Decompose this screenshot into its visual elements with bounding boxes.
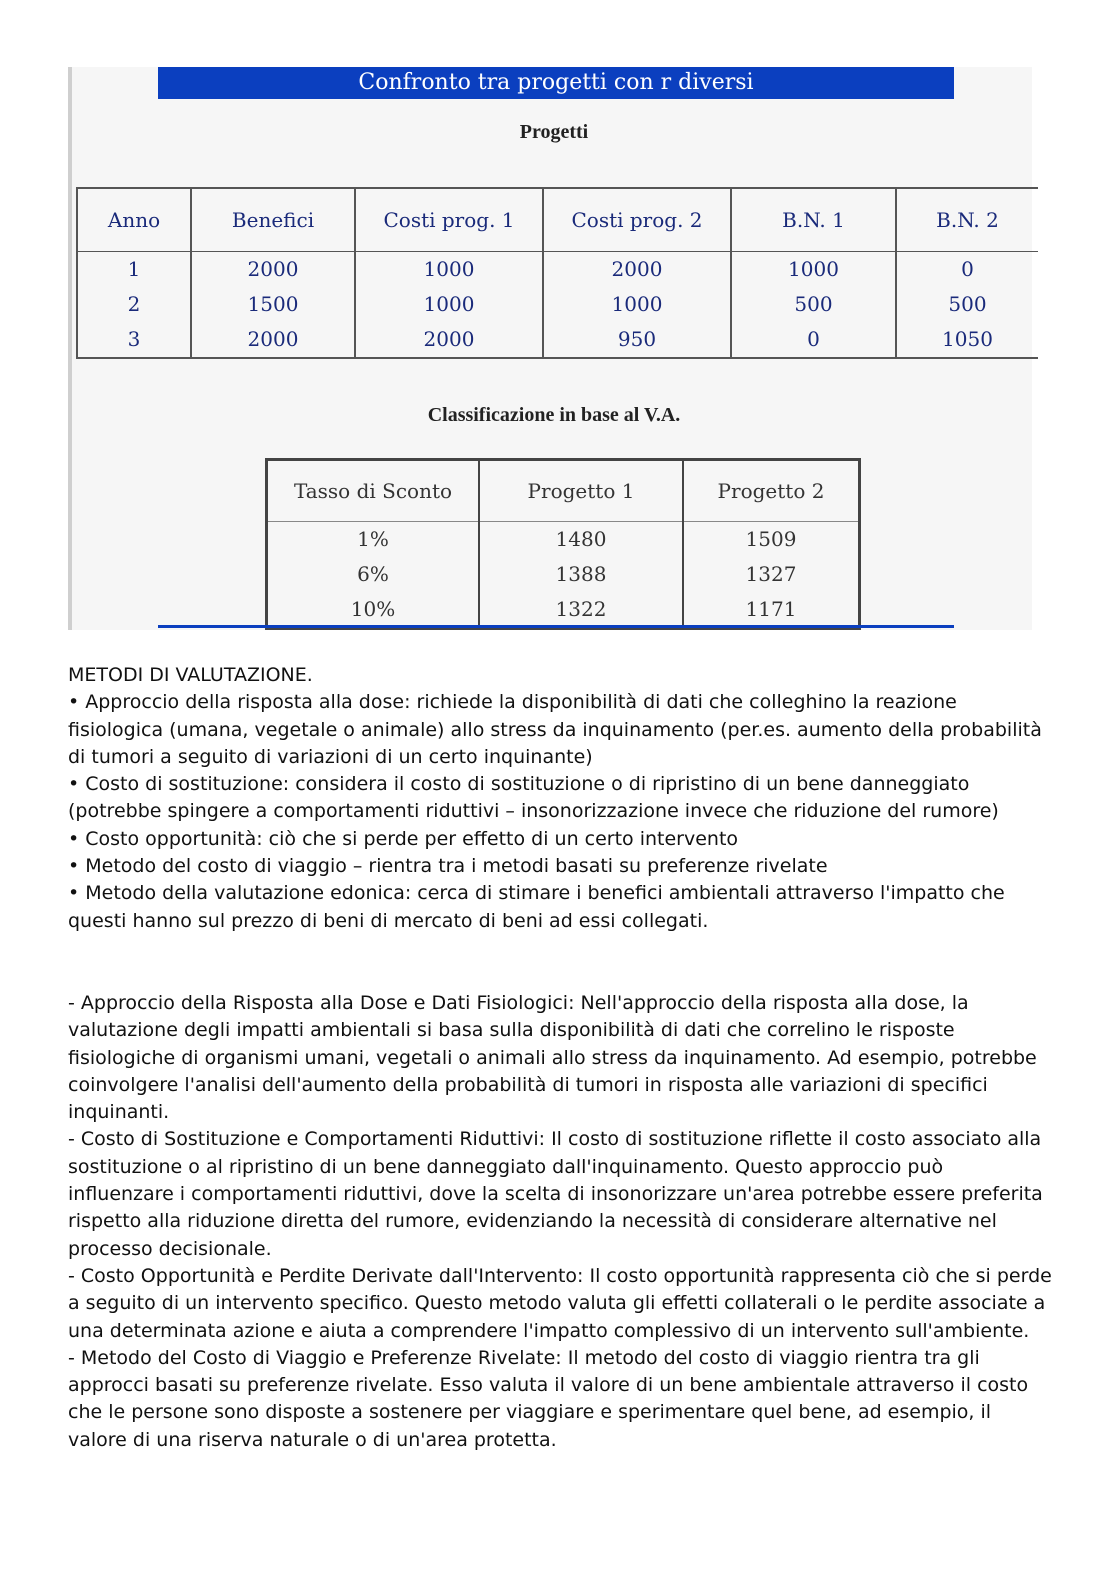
table-cell: 1000 xyxy=(355,287,543,322)
bullet-item: • Costo opportunità: ciò che si perde per effetto di un certo intervento xyxy=(68,827,739,850)
table-header-row xyxy=(77,188,1038,252)
column-header: Costi prog. 1 xyxy=(355,188,543,252)
table-cell: 3 xyxy=(77,322,191,358)
table-cell: 500 xyxy=(896,287,1038,322)
table-cell: 1327 xyxy=(683,557,860,592)
slide-bottom-rule xyxy=(158,625,954,628)
detail-paragraph: - Approccio della Risposta alla Dose e Dati Fisiologici: Nell'approccio della risposta alla dose, la valutazione degli impatti ambientali si basa sulla disponibilità di dati che correlino le risposte fisiologiche di organismi umani, vegetali o animali allo stress da inquinamento. Ad esempio, potrebbe coinvolgere l'analisi dell'aumento della probabilità di tumori in risposta alle variazioni di specifici inquinanti. xyxy=(68,992,1037,1124)
column-header: Progetto 2 xyxy=(683,460,860,522)
projects-table xyxy=(76,187,1038,359)
table-cell: 1322 xyxy=(479,592,683,629)
detail-paragraph: - Costo di Sostituzione e Comportamenti Riduttivi: Il costo di sostituzione riflette il costo associato alla sostituzione o al ripristino di un bene danneggiato dall'inquinamento. Questo approccio può influenzare i comportamenti riduttivi, dove la scelta di insonorizzare un'area potrebbe essere preferita rispetto alla riduzione diretta del rumore, evidenziando la necessità di considerare alternative nel processo decisionale. xyxy=(68,1128,1043,1260)
table-cell: 1509 xyxy=(683,522,860,558)
table-cell: 1171 xyxy=(683,592,860,629)
column-header: B.N. 2 xyxy=(896,188,1038,252)
table2-heading: Classificazione in base al V.A. xyxy=(427,404,681,426)
bullet-item: • Metodo del costo di viaggio – rientra tra i metodi basati su preferenze rivelate xyxy=(68,855,828,878)
table-cell: 6% xyxy=(357,562,389,586)
table-cell: 1500 xyxy=(191,287,355,322)
table-cell: 1050 xyxy=(896,322,1038,358)
table-row xyxy=(77,287,1038,322)
slide-image xyxy=(68,67,1032,630)
table-cell: 0 xyxy=(896,252,1038,288)
table-cell: 1000 xyxy=(355,252,543,288)
table-row xyxy=(77,322,1038,358)
table-header-row xyxy=(267,460,860,522)
table-cell: 1% xyxy=(357,527,389,551)
document-details xyxy=(68,990,1053,1454)
table-cell: 950 xyxy=(543,322,731,358)
detail-paragraph: - Metodo del Costo di Viaggio e Preferenze Rivelate: Il metodo del costo di viaggio rientra tra gli approcci basati su preferenze rivelate. Esso valuta il valore di un bene ambientale attraverso il costo che le persone sono disposte a sostenere per viaggiare e sperimentare quel bene, ad esempio, il valore di una riserva naturale o di un'area protetta. xyxy=(68,1346,1029,1451)
slide-title: Confronto tra progetti con r diversi xyxy=(158,67,954,99)
section-heading: METODI DI VALUTAZIONE. xyxy=(68,664,313,686)
classification-table xyxy=(265,458,861,630)
table-row xyxy=(267,522,860,558)
bullet-item: • Metodo della valutazione edonica: cerca di stimare i benefici ambientali attraverso l'impatto che questi hanno sul prezzo di beni di mercato di beni ad essi collegati. xyxy=(68,882,1005,932)
table-cell: 1000 xyxy=(731,252,896,288)
column-header: Anno xyxy=(77,188,191,252)
document-body xyxy=(68,662,1053,935)
table-cell: 2000 xyxy=(355,322,543,358)
table-cell: 2000 xyxy=(191,322,355,358)
table-row xyxy=(267,592,860,629)
column-header: Costi prog. 2 xyxy=(543,188,731,252)
table-cell: 10% xyxy=(350,597,396,621)
column-header: Benefici xyxy=(191,188,355,252)
table-cell: 1388 xyxy=(479,557,683,592)
column-header: Progetto 1 xyxy=(479,460,683,522)
table-cell: 2000 xyxy=(543,252,731,288)
table1-heading: Progetti xyxy=(519,121,589,143)
table-cell: 1 xyxy=(77,252,191,288)
table-cell: 1000 xyxy=(543,287,731,322)
bullet-item: • Costo di sostituzione: considera il costo di sostituzione o di ripristino di un bene danneggiato (potrebbe spingere a comportamenti riduttivi – insonorizzazione invece che riduzione del rumore) xyxy=(68,773,999,823)
column-header: B.N. 1 xyxy=(731,188,896,252)
bullet-item: • Approccio della risposta alla dose: richiede la disponibilità di dati che colleghino la reazione fisiologica (umana, vegetale o animale) allo stress da inquinamento (per.es. aumento della probabilità di tumori a seguito di variazioni di un certo inquinante) xyxy=(68,691,1042,768)
table-cell: 1480 xyxy=(479,522,683,558)
table-cell: 2 xyxy=(77,287,191,322)
table-cell: 0 xyxy=(731,322,896,358)
table-cell: 500 xyxy=(731,287,896,322)
table-row xyxy=(267,557,860,592)
table-cell: 2000 xyxy=(191,252,355,288)
column-header: Tasso di Sconto xyxy=(267,460,480,522)
table-row xyxy=(77,252,1038,288)
detail-paragraph: - Costo Opportunità e Perdite Derivate dall'Intervento: Il costo opportunità rappresenta ciò che si perde a seguito di un intervento specifico. Questo metodo valuta gli effetti collaterali o le perdite associate a una determinata azione e aiuta a comprendere l'impatto complessivo di un intervento sull'ambiente. xyxy=(68,1264,1052,1342)
